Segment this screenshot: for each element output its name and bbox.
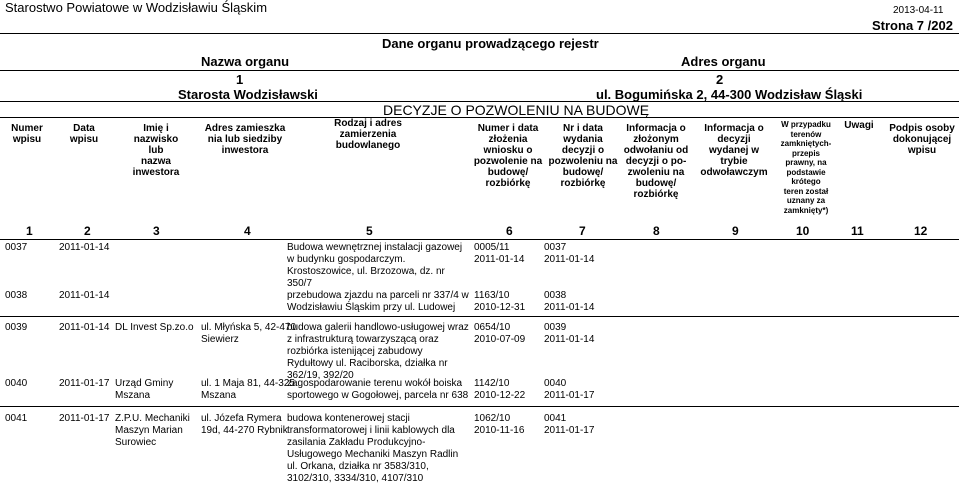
print-date: 2013-04-11 [893,5,944,16]
row-decision: 0037 2011-01-14 [544,242,595,265]
row-address: ul. Józefa Rymera 19d, 44-270 Rybnik [201,413,288,436]
row-application: 0005/11 2011-01-14 [474,242,525,265]
col-header-2: Data wpisu [69,123,99,145]
col-num-3: 3 [153,224,160,238]
col-num-8: 8 [653,224,660,238]
col-header-8: Informacja o złożonym odwołaniu od decyzji o po- zwoleniu na budowę/ rozbiórkę [623,123,689,200]
rule [0,239,959,240]
row-decision: 0041 2011-01-17 [544,413,595,436]
row-number: 0038 [5,290,28,301]
row-application: 1142/10 2010-12-22 [474,378,526,401]
row-application: 0654/10 2010-07-09 [474,322,526,345]
row-date: 2011-01-17 [59,413,110,424]
col-header-9: Informacja o decyzji wydanej w trybie odwoławczym [700,123,768,178]
page-number: Strona 7 /202 [872,18,953,33]
row-application: 1163/10 2010-12-31 [474,290,526,313]
registry-title: Dane organu prowadzącego rejestr [382,36,599,51]
row-investor: DL Invest Sp.zo.o [115,322,194,333]
registry-name-value: Starosta Wodzisławski [178,87,318,102]
col-num-6: 6 [506,224,513,238]
col-header-12: Podpis osoby dokonującej wpisu [889,123,955,156]
registry-address-value: ul. Bogumińska 2, 44-300 Wodzisław Śląski [596,87,863,102]
col-num-9: 9 [732,224,739,238]
col-header-7: Nr i data wydania decyzji o pozwoleniu na budowę/ rozbiórkę [548,123,618,189]
col-header-10: W przypadku terenów zamkniętych- przepis prawny, na podstawie krótego teren został uznany za zamknięty*) [780,120,832,215]
col-num-1: 1 [26,224,33,238]
row-project: budowa galerii handlowo-usługowej wraz z infrastrukturą towarzyszącą oraz rozbiórka istenijącej zabudowy Rydułtowy ul. Raciborska, działka nr 362/19, 392/20 [287,322,469,381]
row-decision: 0040 2011-01-17 [544,378,595,401]
col-num-4: 4 [244,224,251,238]
row-project: Budowa wewnętrznej instalacji gazowej w budynku gospodarczym. Krostoszowice, ul. Brzozowa, dz. nr 350/7 [287,242,463,289]
row-application: 1062/10 2010-11-16 [474,413,525,436]
col-header-3: Imię i nazwisko lub nazwa inwestora [132,123,180,178]
row-decision: 0039 2011-01-14 [544,322,595,345]
row-address: ul. Młyńska 5, 42-470 Siewierz [201,322,297,345]
col-header-4: Adres zamieszka nia lub siedziby inwestora [204,123,286,156]
rule [0,70,959,71]
registry-name-label: Nazwa organu [201,54,290,69]
row-separator [0,406,959,407]
col-header-6: Numer i data złożenia wniosku o pozwolenie na budowę/ rozbiórkę [473,123,543,189]
row-address: ul. 1 Maja 81, 44-325 Mszana [201,378,295,401]
registry-address-label: Adres organu [681,54,766,69]
row-investor: Urząd Gminy Mszana [115,378,174,401]
row-date: 2011-01-14 [59,322,110,333]
col-num-5: 5 [366,224,373,238]
row-investor: Z.P.U. Mechaniki Maszyn Marian Surowiec [115,413,190,448]
col-num-12: 12 [914,224,928,238]
col-num-7: 7 [579,224,586,238]
rule [0,33,959,34]
institution-name: Starostwo Powiatowe w Wodzisławiu Śląskim [5,0,268,15]
row-number: 0037 [5,242,28,253]
registry-address-num: 2 [716,72,724,87]
row-number: 0041 [5,413,28,424]
row-decision: 0038 2011-01-14 [544,290,595,313]
col-header-11: Uwagi [844,120,874,131]
section-title: DECYZJE O POZWOLENIU NA BUDOWĘ [383,102,650,118]
col-header-1: Numer wpisu [11,123,43,145]
col-num-11: 11 [851,224,864,238]
row-number: 0040 [5,378,28,389]
col-num-10: 10 [796,224,810,238]
registry-name-num: 1 [236,72,244,87]
col-header-5: Rodzaj i adres zamierzenia budowlanego [334,118,402,151]
row-project: przebudowa zjazdu na parceli nr 337/4 w Wodzisławiu Śląskim przy ul. Ludowej [287,290,469,313]
row-date: 2011-01-17 [59,378,110,389]
row-project: budowa kontenerowej stacji transformatorowej i linii kablowych dla zasilania Zakładu Produkcyjno- Usługowego Mechaniki Maszyn Radlin ul. Orkana, działka nr 3583/310, 3102/310, 3334/310, 4107/310 [287,413,459,484]
row-number: 0039 [5,322,28,333]
row-project: zagospodarowanie terenu wokół boiska sportowego w Gogołowej, parcela nr 638 [287,378,469,401]
row-separator [0,316,959,317]
row-date: 2011-01-14 [59,242,110,253]
col-num-2: 2 [84,224,91,238]
row-date: 2011-01-14 [59,290,110,301]
